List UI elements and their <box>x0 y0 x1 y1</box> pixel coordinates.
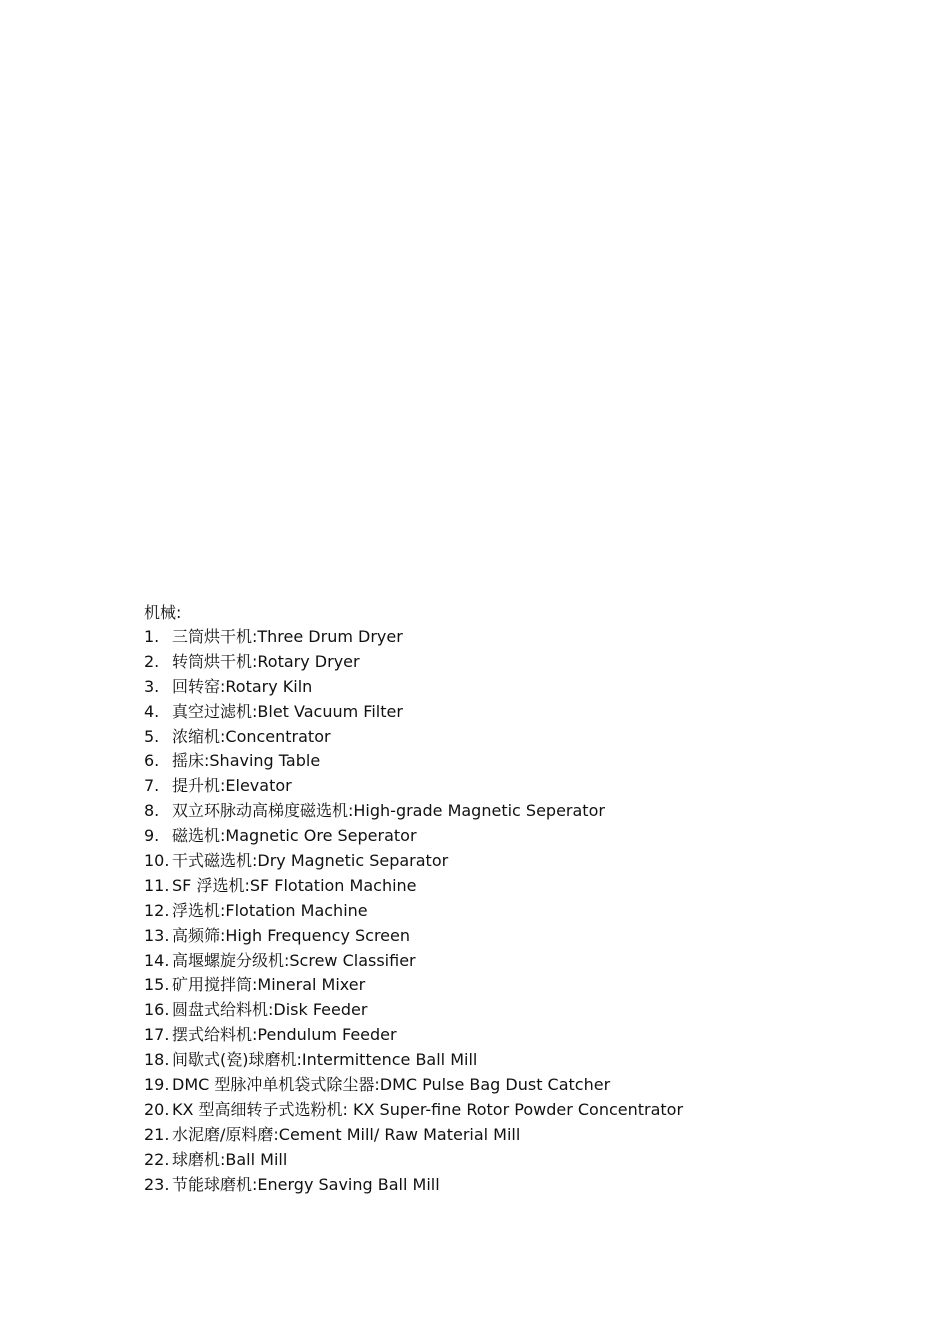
section-heading: 机械: <box>144 603 182 622</box>
list-item <box>144 1123 864 1148</box>
item-text: SF 浮选机:SF Flotation Machine <box>172 875 417 895</box>
list-item <box>144 824 864 849</box>
list-item <box>144 949 864 974</box>
item-text: 矿用搅拌筒:Mineral Mixer <box>172 975 366 995</box>
item-text: 转筒烘干机:Rotary Dryer <box>172 651 360 671</box>
item-number: 5. <box>144 726 160 746</box>
item-text: 干式磁选机:Dry Magnetic Separator <box>172 851 449 871</box>
item-text: 真空过滤机:Blet Vacuum Filter <box>172 701 403 721</box>
item-text: KX 型高细转子式选粉机: KX Super-fine Rotor Powder Concentrator <box>172 1099 684 1119</box>
item-text: 磁选机:Magnetic Ore Seperator <box>172 826 417 846</box>
item-text: 圆盘式给料机:Disk Feeder <box>172 1000 368 1020</box>
item-number: 20. <box>144 1099 170 1119</box>
item-number: 21. <box>144 1124 170 1144</box>
list-item <box>144 998 864 1023</box>
item-text: 提升机:Elevator <box>172 776 292 796</box>
list-item <box>144 1073 864 1098</box>
item-text: 浮选机:Flotation Machine <box>172 900 368 920</box>
list-item <box>144 973 864 998</box>
list-item <box>144 1048 864 1073</box>
item-number: 15. <box>144 975 170 995</box>
item-number: 17. <box>144 1025 170 1045</box>
list-item <box>144 749 864 774</box>
list-item <box>144 650 864 675</box>
item-text: 节能球磨机:Energy Saving Ball Mill <box>172 1174 440 1194</box>
list-item <box>144 1023 864 1048</box>
item-text: 浓缩机:Concentrator <box>172 726 331 746</box>
item-text: 双立环脉动高梯度磁选机:High-grade Magnetic Seperator <box>172 801 605 821</box>
item-number: 8. <box>144 801 160 821</box>
item-number: 4. <box>144 701 160 721</box>
item-text: 三筒烘干机:Three Drum Dryer <box>172 627 403 646</box>
item-number: 2. <box>144 651 160 671</box>
item-text: 回转窑:Rotary Kiln <box>172 676 313 696</box>
list-item <box>144 899 864 924</box>
document-content <box>144 600 864 1197</box>
item-number: 11. <box>144 875 170 895</box>
list-item <box>144 625 864 650</box>
item-number: 7. <box>144 776 160 796</box>
list-item <box>144 774 864 799</box>
item-text: 高频筛:High Frequency Screen <box>172 925 411 945</box>
list-item <box>144 799 864 824</box>
list-item <box>144 1173 864 1198</box>
item-text: 间歇式(瓷)球磨机:Intermittence Ball Mill <box>172 1050 478 1070</box>
list-item <box>144 849 864 874</box>
item-number: 23. <box>144 1174 170 1194</box>
item-number: 13. <box>144 925 170 945</box>
item-number: 18. <box>144 1050 170 1070</box>
list-item <box>144 700 864 725</box>
item-number: 14. <box>144 950 170 970</box>
item-number: 19. <box>144 1075 170 1095</box>
list-item <box>144 874 864 899</box>
item-text: 水泥磨/原料磨:Cement Mill/ Raw Material Mill <box>172 1124 521 1144</box>
item-number: 10. <box>144 851 170 871</box>
item-number: 22. <box>144 1149 170 1169</box>
list-item <box>144 725 864 750</box>
item-number: 16. <box>144 1000 170 1020</box>
item-number: 12. <box>144 900 170 920</box>
item-number: 3. <box>144 676 160 696</box>
item-number: 9. <box>144 826 160 846</box>
item-text: 高堰螺旋分级机:Screw Classifier <box>172 950 416 970</box>
list-item <box>144 924 864 949</box>
item-text: DMC 型脉冲单机袋式除尘器:DMC Pulse Bag Dust Catcher <box>172 1075 611 1095</box>
item-number: 6. <box>144 751 160 771</box>
item-text: 摇床:Shaving Table <box>172 751 321 771</box>
item-text: 摆式给料机:Pendulum Feeder <box>172 1025 397 1045</box>
machinery-list <box>144 625 864 1197</box>
list-item <box>144 1148 864 1173</box>
list-item <box>144 1098 864 1123</box>
item-number: 1. <box>144 627 160 646</box>
list-item <box>144 675 864 700</box>
item-text: 球磨机:Ball Mill <box>172 1149 288 1169</box>
